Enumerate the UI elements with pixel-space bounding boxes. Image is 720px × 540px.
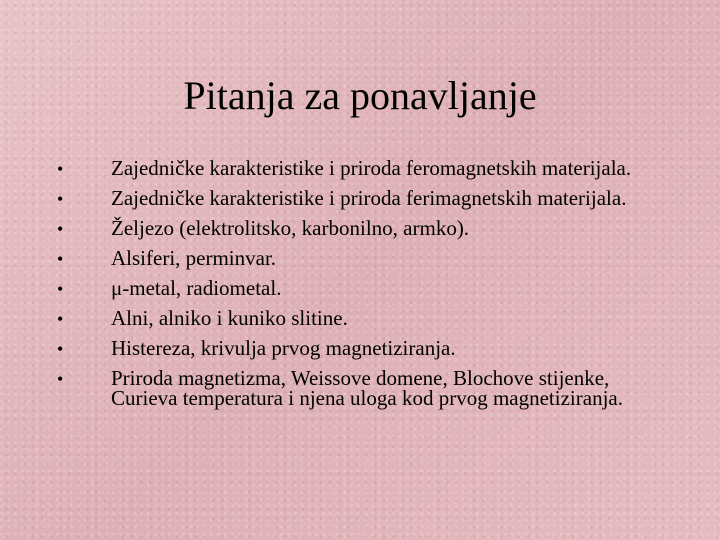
- slide-title: Pitanja za ponavljanje: [183, 73, 537, 118]
- list-item-text: Zajedničke karakteristike i priroda feromagnetskih materijala.: [111, 156, 632, 180]
- bullet-icon: •: [57, 159, 64, 179]
- list-item-text: Histereza, krivulja prvog magnetiziranja.: [111, 336, 456, 360]
- bullet-icon: •: [57, 339, 64, 359]
- list-item: [57, 338, 657, 358]
- bullet-icon: •: [57, 219, 64, 239]
- list-item-text: Priroda magnetizma, Weissove domene, Blochove stijenke, Curieva temperatura i njena uloga kod prvog magnetiziranja.: [111, 366, 623, 410]
- bullet-icon: •: [57, 309, 64, 329]
- bullet-icon: •: [57, 249, 64, 269]
- list-item-text: Zajedničke karakteristike i priroda ferimagnetskih materijala.: [111, 186, 627, 210]
- list-item-text: μ-metal, radiometal.: [111, 276, 282, 300]
- bullet-list: [57, 158, 657, 418]
- bullet-icon: •: [57, 279, 64, 299]
- list-item: [57, 188, 657, 208]
- list-item-text: Alni, alniko i kuniko slitine.: [111, 306, 348, 330]
- bullet-icon: •: [57, 189, 64, 209]
- list-item-text: Željezo (elektrolitsko, karbonilno, armko).: [111, 216, 470, 240]
- list-item: [57, 368, 657, 408]
- bullet-icon: •: [57, 369, 64, 389]
- list-item: [57, 218, 657, 238]
- list-item: [57, 278, 657, 298]
- list-item: [57, 248, 657, 268]
- list-item-text: Alsiferi, perminvar.: [111, 246, 277, 270]
- list-item: [57, 158, 657, 178]
- list-item: [57, 308, 657, 328]
